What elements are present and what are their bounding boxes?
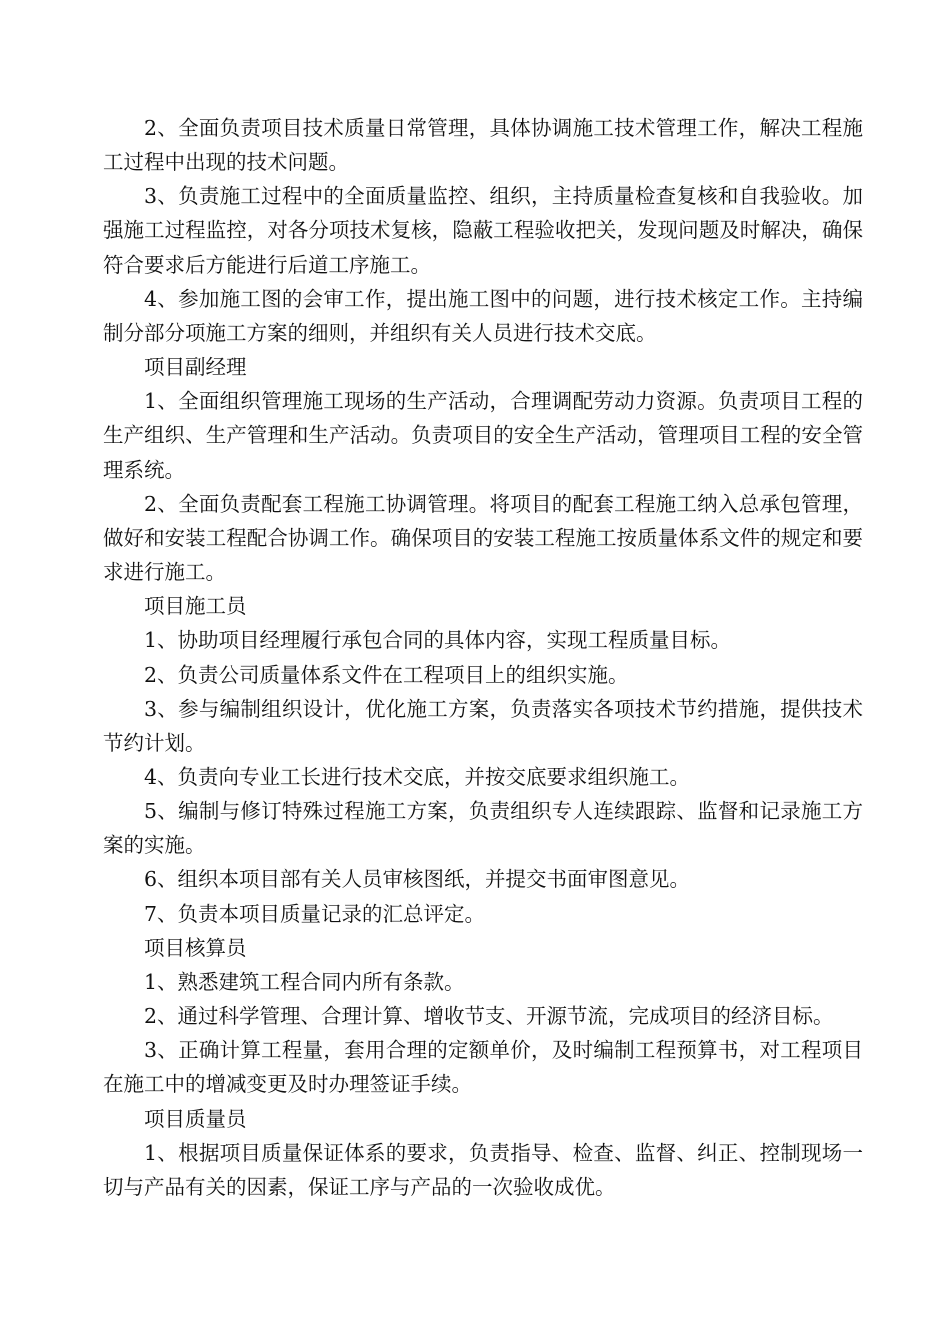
paragraph: 4、负责向专业工长进行技术交底，并按交底要求组织施工。	[144, 764, 691, 789]
paragraph: 6、组织本项目部有关人员审核图纸，并提交书面审图意见。	[144, 867, 691, 892]
paragraph: 2、通过科学管理、合理计算、增收节支、开源节流，完成项目的经济目标。	[144, 1004, 834, 1029]
document-body	[103, 111, 863, 1204]
paragraph: 7、负责本项目质量记录的汇总评定。	[144, 901, 486, 926]
paragraph: 3、负责施工过程中的全面质量监控、组织，主持质量检查复核和自我验收。加强施工过程监控，对各分项技术复核，隐蔽工程验收把关，发现问题及时解决，确保符合要求后方能进行后道工序施工。	[103, 184, 863, 277]
paragraph: 1、全面组织管理施工现场的生产活动，合理调配劳动力资源。负责项目工程的生产组织、生产管理和生产活动。负责项目的安全生产活动，管理项目工程的安全管理系统。	[103, 389, 863, 482]
paragraph: 2、全面负责配套工程施工协调管理。将项目的配套工程施工纳入总承包管理，做好和安装工程配合协调工作。确保项目的安装工程施工按质量体系文件的规定和要求进行施工。	[103, 491, 863, 585]
section-heading: 项目质量员	[144, 1106, 247, 1131]
section-heading: 项目核算员	[144, 935, 247, 960]
paragraph: 1、熟悉建筑工程合同内所有条款。	[144, 969, 465, 994]
section-heading: 项目施工员	[144, 594, 247, 619]
paragraph: 2、负责公司质量体系文件在工程项目上的组织实施。	[144, 662, 629, 687]
paragraph: 5、编制与修订特殊过程施工方案，负责组织专人连续跟踪、监督和记录施工方案的实施。	[103, 799, 863, 858]
paragraph: 3、参与编制组织设计，优化施工方案，负责落实各项技术节约措施，提供技术节约计划。	[103, 696, 863, 755]
paragraph: 2、全面负责项目技术质量日常管理，具体协调施工技术管理工作，解决工程施工过程中出现的技术问题。	[103, 116, 863, 175]
paragraph: 4、参加施工图的会审工作，提出施工图中的问题，进行技术核定工作。主持编制分部分项施工方案的细则，并组织有关人员进行技术交底。	[103, 286, 863, 345]
paragraph: 1、根据项目质量保证体系的要求，负责指导、检查、监督、纠正、控制现场一切与产品有关的因素，保证工序与产品的一次验收成优。	[103, 1140, 863, 1199]
section-heading: 项目副经理	[144, 355, 247, 380]
paragraph: 1、协助项目经理履行承包合同的具体内容，实现工程质量目标。	[144, 628, 732, 653]
paragraph: 3、正确计算工程量，套用合理的定额单价，及时编制工程预算书，对工程项目在施工中的增减变更及时办理签证手续。	[103, 1038, 863, 1097]
